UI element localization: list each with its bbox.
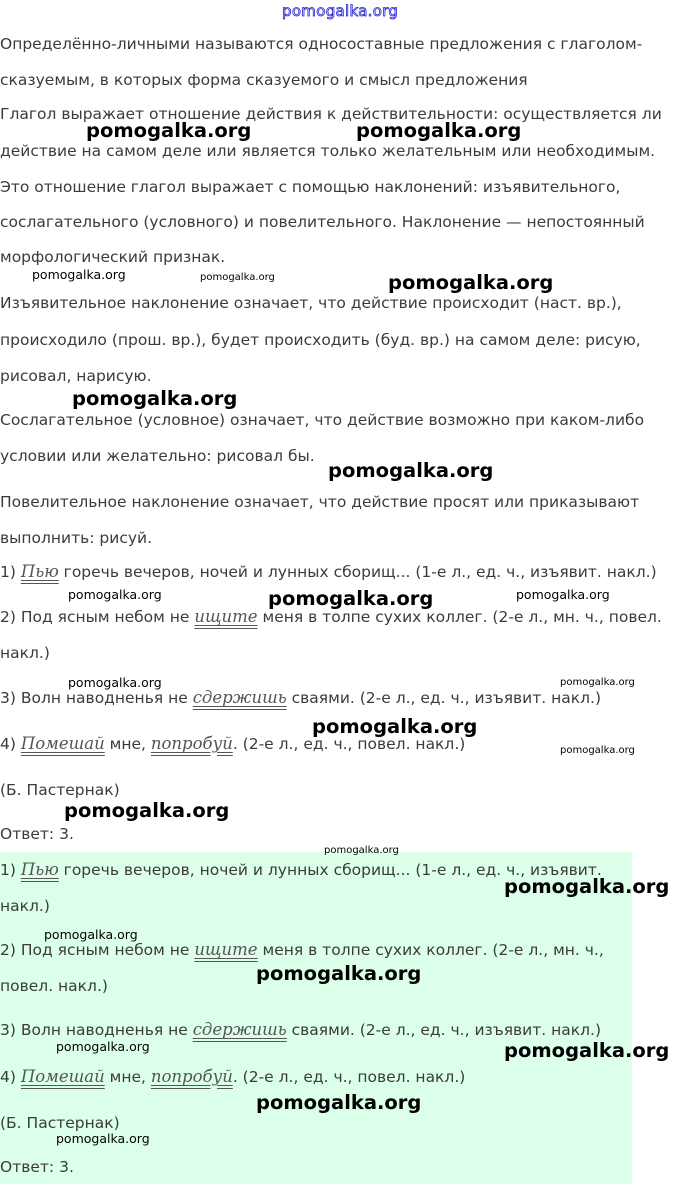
watermark-text: pomogalka.org: [328, 459, 494, 482]
sentence-3: 3) Волн наводненья не сдержишь сваями. (2-е л., ед. ч., изъявит. накл.): [0, 688, 602, 707]
answer-sentence-1-cont: накл.): [0, 897, 50, 915]
watermark-text: pomogalka.org: [388, 271, 554, 294]
sentence-2-cont: накл.): [0, 644, 50, 662]
text-line: сослагательного (условного) и повелительного. Наклонение — непостоянный: [0, 213, 645, 231]
text-line: выполнить: рисуй.: [0, 529, 153, 547]
text-line: сказуемым, в которых форма сказуемого и смысл предложения: [0, 71, 528, 89]
text-line: Изъявительное наклонение означает, что действие происходит (наст. вр.),: [0, 294, 622, 312]
watermark-text: pomogalka.org: [86, 119, 252, 142]
answer-sentence-1: 1) Пью горечь вечеров, ночей и лунных сборищ... (1-е л., ед. ч., изъявит.: [0, 860, 602, 879]
watermark-text: pomogalka.org: [64, 799, 230, 822]
watermark-text: pomogalka.org: [200, 272, 275, 283]
answer-sentence-2-cont: повел. накл.): [0, 977, 108, 995]
watermark-text: pomogalka.org: [256, 1091, 422, 1114]
text-line: Сослагательное (условное) означает, что действие возможно при каком-либо: [0, 411, 645, 429]
text-line: Определённо-личными называются односоставные предложения с глаголом-: [0, 35, 643, 53]
watermark-text: pomogalka.org: [32, 267, 126, 282]
verb-highlight: попробуй: [150, 1067, 233, 1086]
watermark-text: pomogalka.org: [516, 587, 610, 602]
watermark-text: pomogalka.org: [356, 119, 522, 142]
watermark-text: pomogalka.org: [44, 927, 138, 942]
text-line: Повелительное наклонение означает, что действие просят или приказывают: [0, 493, 640, 511]
watermark-text: pomogalka.org: [68, 675, 162, 690]
watermark-text: pomogalka.org: [72, 387, 238, 410]
watermark-text: pomogalka.org: [312, 715, 478, 738]
verb-highlight: Помешай: [20, 1067, 105, 1086]
text-line: морфологический признак.: [0, 248, 226, 266]
text-line: происходило (прош. вр.), будет происходить (буд. вр.) на самом деле: рисую,: [0, 331, 641, 349]
verb-highlight: сдержишь: [192, 688, 287, 707]
answer-line: Ответ: 3.: [0, 825, 74, 843]
text-line: рисовал, нарисую.: [0, 367, 152, 385]
watermark-text: pomogalka.org: [560, 677, 635, 688]
watermark-text: pomogalka.org: [56, 1039, 150, 1054]
text-line: действие на самом деле или является только желательным или необходимым.: [0, 142, 656, 160]
answer-sentence-4: 4) Помешай мне, попробуй. (2-е л., ед. ч., повел. накл.): [0, 1067, 466, 1086]
watermark-text: pomogalka.org: [68, 587, 162, 602]
sentence-2: 2) Под ясным небом не ищите меня в толпе сухих коллег. (2-е л., мн. ч., повел.: [0, 607, 662, 626]
watermark-text: pomogalka.org: [504, 875, 670, 898]
watermark-text: pomogalka.org: [324, 845, 399, 856]
answer-sentence-2: 2) Под ясным небом не ищите меня в толпе сухих коллег. (2-е л., мн. ч.,: [0, 940, 604, 959]
verb-highlight: Пью: [20, 860, 59, 879]
verb-highlight: Пью: [20, 562, 59, 581]
answer-result-line: Ответ: 3.: [0, 1158, 74, 1176]
author-line: (Б. Пастернак): [0, 781, 120, 799]
verb-highlight: ищите: [194, 607, 258, 626]
site-watermark-header: pomogalka.org: [282, 2, 399, 20]
answer-author-line: (Б. Пастернак): [0, 1114, 120, 1132]
answer-sentence-3: 3) Волн наводненья не сдержишь сваями. (2-е л., ед. ч., изъявит. накл.): [0, 1020, 602, 1039]
watermark-text: pomogalka.org: [268, 587, 434, 610]
text-line: Это отношение глагол выражает с помощью наклонений: изъявительного,: [0, 178, 621, 196]
verb-highlight: попробуй: [150, 734, 233, 753]
sentence-1: 1) Пью горечь вечеров, ночей и лунных сборищ... (1-е л., ед. ч., изъявит. накл.): [0, 562, 657, 581]
watermark-text: pomogalka.org: [560, 745, 635, 756]
text-line: Глагол выражает отношение действия к действительности: осуществляется ли: [0, 105, 662, 123]
verb-highlight: ищите: [194, 940, 258, 959]
watermark-text: pomogalka.org: [504, 1039, 670, 1062]
text-line: условии или желательно: рисовал бы.: [0, 447, 315, 465]
watermark-text: pomogalka.org: [56, 1131, 150, 1146]
watermark-text: pomogalka.org: [256, 962, 422, 985]
verb-highlight: Помешай: [20, 734, 105, 753]
sentence-4: 4) Помешай мне, попробуй. (2-е л., ед. ч., повел. накл.): [0, 734, 466, 753]
verb-highlight: сдержишь: [192, 1020, 287, 1039]
